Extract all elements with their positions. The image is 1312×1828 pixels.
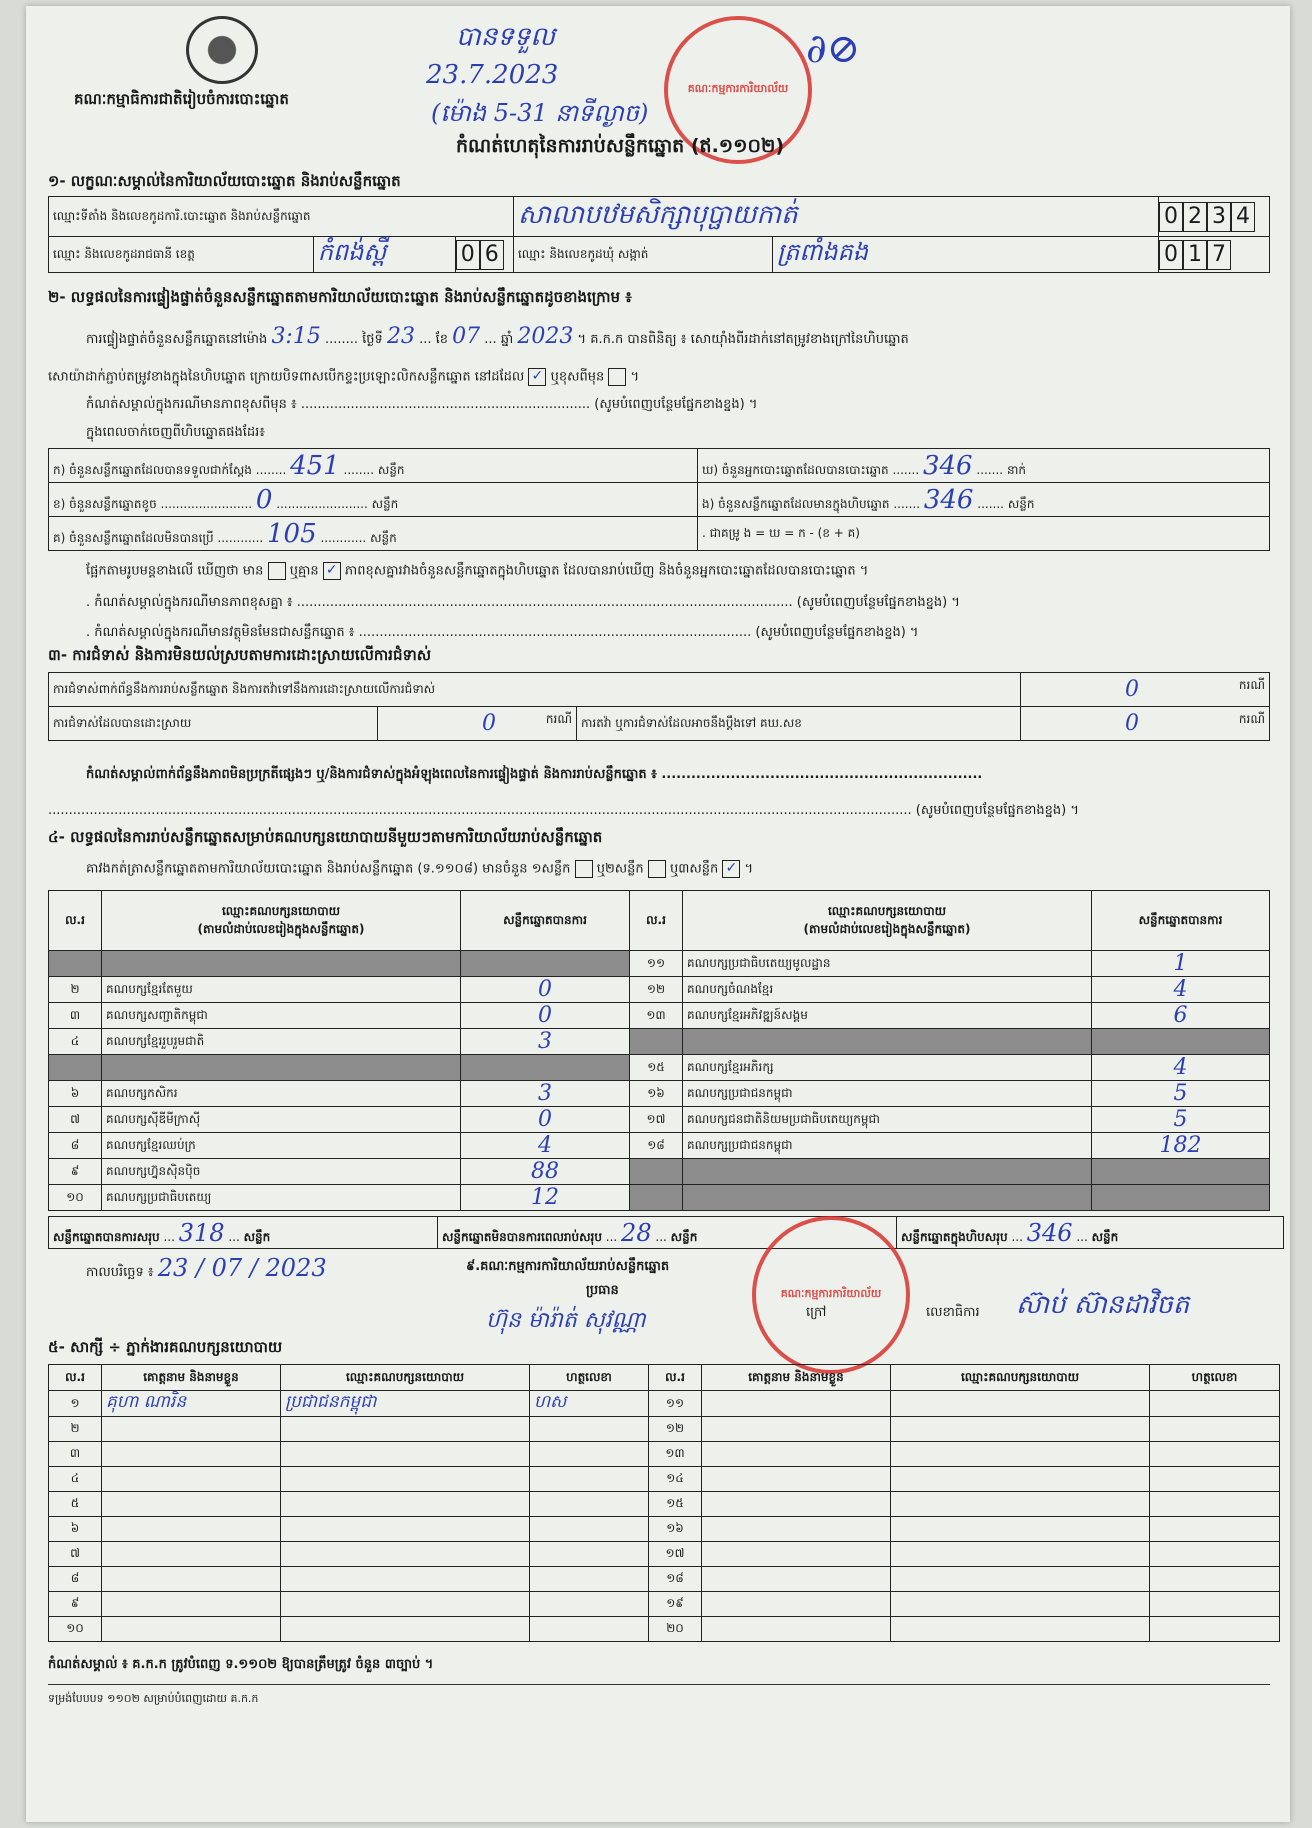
party-name-left: គណបក្សស៊ីឌីមីក្រាស៊ី	[102, 1107, 461, 1133]
party-no-left	[49, 951, 102, 977]
sec1-table	[48, 196, 1270, 273]
witness-name	[102, 1592, 281, 1617]
party-votes-right: 4	[1092, 977, 1270, 1003]
party-votes-left: 4	[461, 1133, 630, 1159]
witness-signature-right	[1150, 1492, 1280, 1517]
witness-signature: ហស	[530, 1391, 649, 1417]
form-title: កំណត់ហេតុនៃការរាប់សន្លឹកឆ្នោត (ឥ.១១០២)	[456, 135, 785, 157]
witness-no-right: ១៨	[649, 1567, 702, 1592]
sec1-row1-code: 0 2 3 4	[1159, 197, 1270, 237]
witness-party-right	[891, 1542, 1150, 1567]
witness-name-right	[702, 1417, 891, 1442]
party-name-left: គណបក្សសញ្ជាតិកម្ពុជា	[102, 1003, 461, 1029]
objection-row2b-value: 0 ករណី	[1021, 707, 1270, 741]
witness-party	[281, 1467, 530, 1492]
witness-name-right	[702, 1442, 891, 1467]
witness-no: ៤	[49, 1467, 102, 1492]
table-row	[49, 1029, 1270, 1055]
witness-signature	[530, 1492, 649, 1517]
witness-no: ៧	[49, 1542, 102, 1567]
sec2-heading: ២- លទ្ធផលនៃការផ្ទៀងផ្ទាត់ចំនួនសន្លឹកឆ្នោតតាមការិយាល័យបោះឆ្នោត និងរាប់សន្លឹកឆ្នោតដូចខាងក្រោម ៖	[48, 288, 632, 306]
party-name-left: គណបក្សប្រជាធិបតេយ្យ	[102, 1185, 461, 1211]
party-no-right	[630, 1185, 683, 1211]
sec2-line4: ក្នុងពេលចាក់ចេញពីហិបឆ្នោតផងដែរ៖	[86, 425, 266, 440]
party-no-left: ២	[49, 977, 102, 1003]
party-name-right: គណបក្សខ្មែរអភិវឌ្ឍន៍សង្គម	[683, 1003, 1092, 1029]
witness-no: ១	[49, 1391, 102, 1417]
witness-party	[281, 1492, 530, 1517]
party-votes-right: 5	[1092, 1081, 1270, 1107]
party-no-right: ១៥	[630, 1055, 683, 1081]
table-row	[49, 1391, 1280, 1417]
sec2-note2: . កំណត់សម្គាល់ក្នុងករណីមានវត្ថុមិនមែនជាសន្លឹកឆ្នោត ៖ ............................................................................................... (សូមបំពេញបន្ថែមផ្នែកខាងខ្នង) ។	[86, 625, 919, 640]
objection-row1: ការជំទាស់ពាក់ព័ន្ធនឹងការរាប់សន្លឹកឆ្នោត និងការតវ៉ាទៅនឹងការដោះស្រាយលើការជំទាស់	[49, 673, 1021, 707]
party-votes-left	[461, 1055, 630, 1081]
table-row	[49, 977, 1270, 1003]
party-name-left: គណបក្សកសិករ	[102, 1081, 461, 1107]
witness-name-right	[702, 1567, 891, 1592]
witness-no: ២	[49, 1417, 102, 1442]
witness-party	[281, 1417, 530, 1442]
sec1-row2-label: ឈ្មោះ និងលេខកូដរាជធានី ខេត្ត	[49, 237, 314, 273]
party-no-right: ១៨	[630, 1133, 683, 1159]
party-votes-left: 0	[461, 977, 630, 1003]
party-name-right: គណបក្សប្រជាធិបតេយ្យមូលដ្ឋាន	[683, 951, 1092, 977]
party-votes-right: 4	[1092, 1055, 1270, 1081]
witness-name-right	[702, 1492, 891, 1517]
party-name-left: គណបក្សខ្មែរតែមួយ	[102, 977, 461, 1003]
sec1-row2-code: 0 6	[455, 237, 513, 273]
party-name-left: គណបក្សហ្វ៊ុនស៊ិនប៉ិច	[102, 1159, 461, 1185]
witness-party	[281, 1442, 530, 1467]
secretary-signature: ស៊ាប់ ស៊ានដាវិចត	[1016, 1290, 1190, 1320]
table-row	[49, 1442, 1280, 1467]
witness-name	[102, 1492, 281, 1517]
results-table	[48, 890, 1270, 1211]
table-row	[49, 1567, 1280, 1592]
table-row	[49, 1107, 1270, 1133]
witness-signature-right	[1150, 1467, 1280, 1492]
sec2-line3: កំណត់សម្គាល់ក្នុងករណីមានភាពខុសពីមុន ៖ ...................................................................... (សូមបំពេញបន្ថែមផ្នែកខាងខ្នង) ។	[86, 397, 758, 412]
witness-signature-right	[1150, 1542, 1280, 1567]
witness-name-right	[702, 1517, 891, 1542]
party-no-left: ៤	[49, 1029, 102, 1055]
objection-row1-value: 0 ករណី	[1021, 673, 1270, 707]
sec3-heading: ៣- ការជំទាស់ និងការមិនយល់ស្របតាមការដោះស្រាយលើការជំទាស់	[48, 646, 432, 664]
witness-party	[281, 1542, 530, 1567]
witness-no: ៣	[49, 1442, 102, 1467]
witness-no-right: ១៤	[649, 1467, 702, 1492]
totals-table	[48, 1216, 1284, 1249]
party-votes-left: 12	[461, 1185, 630, 1211]
witness-party-right	[891, 1442, 1150, 1467]
same-checkbox[interactable]: ✓	[528, 368, 546, 386]
party-no-right: ១៣	[630, 1003, 683, 1029]
witness-name-right	[702, 1391, 891, 1417]
table-row	[49, 1592, 1280, 1617]
table-row	[49, 1133, 1270, 1159]
witness-name	[102, 1542, 281, 1567]
objection-row2: ការជំទាស់ដែលបានដោះស្រាយ	[49, 707, 378, 741]
witness-col-sig-r: ហត្ថលេខា	[1150, 1365, 1280, 1391]
table-row	[49, 1185, 1270, 1211]
witness-no-right: ១១	[649, 1391, 702, 1417]
party-no-right	[630, 1029, 683, 1055]
party-votes-left: 0	[461, 1003, 630, 1029]
nec-logo	[186, 16, 258, 84]
col-party-right: ឈ្មោះគណបក្សនយោបាយ (តាមលំដាប់លេខរៀងក្នុងសន្លឹកឆ្នោត)	[683, 891, 1092, 951]
witness-signature-right	[1150, 1617, 1280, 1642]
party-votes-right: 6	[1092, 1003, 1270, 1029]
table-row	[49, 1492, 1280, 1517]
col-votes-left: សន្លឹកឆ្នោតបានការ	[461, 891, 630, 951]
party-votes-left: 3	[461, 1081, 630, 1107]
witness-col-name-r: គោត្តនាម និងនាមខ្លួន	[702, 1365, 891, 1391]
different-checkbox[interactable]	[608, 368, 626, 386]
party-no-left: ៦	[49, 1081, 102, 1107]
party-name-right: គណបក្សប្រជាជនកម្ពុជា	[683, 1133, 1092, 1159]
witness-signature	[530, 1417, 649, 1442]
table-row	[49, 1417, 1280, 1442]
total-in-box: សន្លឹកឆ្នោតក្នុងហិបសរុប ... 346 ... សន្លឹក	[897, 1217, 1284, 1249]
table-row	[49, 1517, 1280, 1542]
footer-divider	[48, 1684, 1270, 1685]
party-no-right: ១៧	[630, 1107, 683, 1133]
sec1-row2-value: កំពង់ស្ពឺ	[313, 237, 455, 273]
witness-party-right	[891, 1417, 1150, 1442]
party-name-right: គណបក្សប្រជាជនកម្ពុជា	[683, 1081, 1092, 1107]
witness-no: ៦	[49, 1517, 102, 1542]
footer-bottom: ទម្រង់បែបបទ ១១០២ សម្រាប់បំពេញដោយ គ.ក.ក	[48, 1692, 259, 1705]
official-stamp-top: គណៈកម្មការការិយាល័យ	[664, 16, 812, 164]
witness-name	[102, 1442, 281, 1467]
witness-no-right: ១៥	[649, 1492, 702, 1517]
witness-party	[281, 1617, 530, 1642]
witness-no: ១០	[49, 1617, 102, 1642]
sec2-check-line: ផ្អែកតាមរូបមន្តខាងលើ ឃើញថា មាន ឬគ្មាន ✓ ភាពខុសគ្នារវាងចំនួនសន្លឹកឆ្នោតក្នុងហិបឆ្នោត ដែលបានរាប់ឃើញ និងចំនួនអ្នកបោះឆ្នោតដែលបានបោះឆ្នោត ។	[86, 562, 869, 579]
party-name-right	[683, 1185, 1092, 1211]
witness-col-party-r: ឈ្មោះគណបក្សនយោបាយ	[891, 1365, 1150, 1391]
table-row	[49, 1617, 1280, 1642]
table-row	[49, 1003, 1270, 1029]
party-name-left: គណបក្សខ្មែររួបរួមជាតិ	[102, 1029, 461, 1055]
witness-no-right: ១៩	[649, 1592, 702, 1617]
date-line: កាលបរិច្ឆេទ ៖ 23 / 07 / 2023	[86, 1254, 327, 1282]
discrepancy-no-checkbox[interactable]: ✓	[323, 562, 341, 580]
witness-no-right: ១៣	[649, 1442, 702, 1467]
party-name-right: គណបក្សចំណងខ្មែរ	[683, 977, 1092, 1003]
col-party-left: ឈ្មោះគណបក្សនយោបាយ (តាមលំដាប់លេខរៀងក្នុងសន្លឹកឆ្នោត)	[102, 891, 461, 951]
sec3-hint: ................................................................................................................................................................................................................. (សូមបំពេញបន្ថែមផ្នែកខាងខ្នង) ។	[48, 803, 1079, 818]
discrepancy-yes-checkbox[interactable]	[268, 562, 286, 580]
sec2-line2: សោយ៉ាដាក់ភ្ជាប់តម្រូវខាងក្នុងនៃហិបឆ្នោត ក្រោយបិទពាសបើកខ្ទះប្រឡោះលិកសន្លឹកឆ្នោត នៅដដែល ✓ ឬខុសពីមុន ។	[48, 368, 640, 385]
party-name-left	[102, 951, 461, 977]
witness-signature-right	[1150, 1442, 1280, 1467]
col-votes-right: សន្លឹកឆ្នោតបានការ	[1092, 891, 1270, 951]
member-label: ក្រៅ	[806, 1305, 827, 1320]
witness-party-right	[891, 1592, 1150, 1617]
party-no-left: ១០	[49, 1185, 102, 1211]
sec1-heading: ១- លក្ខណៈសម្គាល់នៃការិយាល័យបោះឆ្នោត និងរាប់សន្លឹកឆ្នោត	[48, 172, 401, 190]
witness-col-no-r: ល.រ	[649, 1365, 702, 1391]
witness-no-right: ១៦	[649, 1517, 702, 1542]
sec3-table	[48, 672, 1270, 741]
one-sheet-checkbox[interactable]	[575, 860, 593, 878]
sec5-heading: ៥- សាក្សី ÷ ភ្នាក់ងារគណបក្សនយោបាយ	[48, 1338, 283, 1356]
objection-row2b: ការតវ៉ា ឬការជំទាស់ដែលអាចនឹងប្ដឹងទៅ គឃ.សខ	[577, 707, 1021, 741]
witness-name	[102, 1517, 281, 1542]
count-row-received: ក) ចំនួនសន្លឹកឆ្នោតដែលបានទទួលជាក់ស្តែង ........ 451 ........ សន្លឹក	[49, 449, 698, 483]
witness-party-right	[891, 1492, 1150, 1517]
witness-party-right	[891, 1467, 1150, 1492]
count-row-spoiled: ខ) ចំនួនសន្លឹកឆ្នោតខូច ........................ 0 ........................ សន្លឹក	[49, 483, 698, 517]
party-no-left: ៣	[49, 1003, 102, 1029]
table-row	[49, 1159, 1270, 1185]
party-votes-left	[461, 951, 630, 977]
witness-col-name: គោត្តនាម និងនាមខ្លួន	[102, 1365, 281, 1391]
table-row	[49, 1081, 1270, 1107]
sec2-note1: . កំណត់សម្គាល់ក្នុងករណីមានភាពខុសគ្នា ៖ ........................................................................................................................ (សូមបំពេញបន្ថែមផ្នែកខាងខ្នង) ។	[86, 595, 960, 610]
witness-signature-right	[1150, 1592, 1280, 1617]
party-votes-left: 3	[461, 1029, 630, 1055]
three-sheet-checkbox[interactable]: ✓	[722, 860, 740, 878]
table-row	[49, 1467, 1280, 1492]
secretary-label: លេខាធិការ	[926, 1305, 980, 1320]
witness-party-right	[891, 1517, 1150, 1542]
col-no-left: ល.រ	[49, 891, 102, 951]
party-no-right: ១៦	[630, 1081, 683, 1107]
witness-no: ៥	[49, 1492, 102, 1517]
witness-name	[102, 1467, 281, 1492]
president-signature: ហ៊ុន ម៉ារ៉ាត់ សុវណ្ណា	[486, 1308, 646, 1333]
witness-no-right: ២០	[649, 1617, 702, 1642]
witness-name-right	[702, 1592, 891, 1617]
witness-table	[48, 1364, 1280, 1642]
witness-signature	[530, 1542, 649, 1567]
witness-name-right	[702, 1617, 891, 1642]
table-row	[49, 1542, 1280, 1567]
party-no-left: ៨	[49, 1133, 102, 1159]
party-votes-right: 182	[1092, 1133, 1270, 1159]
party-no-left: ៩	[49, 1159, 102, 1185]
witness-signature	[530, 1442, 649, 1467]
witness-col-party: ឈ្មោះគណបក្សនយោបាយ	[281, 1365, 530, 1391]
witness-name	[102, 1617, 281, 1642]
witness-no-right: ១២	[649, 1417, 702, 1442]
witness-signature	[530, 1567, 649, 1592]
party-name-right: គណបក្សជនជាតិនិយមប្រជាធិបតេយ្យកម្ពុជា	[683, 1107, 1092, 1133]
witness-party-right	[891, 1391, 1150, 1417]
witness-signature-right	[1150, 1417, 1280, 1442]
party-name-left: គណបក្សខ្មែរឈប់ក្រ	[102, 1133, 461, 1159]
witness-name: គុហា ណារិន	[102, 1391, 281, 1417]
witness-name-right	[702, 1542, 891, 1567]
party-votes-right: 1	[1092, 951, 1270, 977]
witness-no: ៩	[49, 1592, 102, 1617]
sec1-row2-code-b: 0 1 7	[1159, 237, 1270, 273]
sec4-heading: ៤- លទ្ធផលនៃការរាប់សន្លឹកឆ្នោតសម្រាប់គណបក្សនយោបាយនីមួយៗតាមការិយាល័យរាប់សន្លឹកឆ្នោត	[48, 828, 603, 846]
witness-name	[102, 1567, 281, 1592]
party-votes-right	[1092, 1159, 1270, 1185]
sec3-note: កំណត់សម្គាល់ពាក់ព័ន្ធនឹងភាពមិនប្រក្រតីផ្សេងៗ ឬ/និងការជំទាស់ក្នុងអំឡុងពេលនៃការផ្ទៀងផ្ទាត់ និងការរាប់សន្លឹកឆ្នោត ៖ .................................................................	[86, 767, 983, 782]
sec2-line1: ការផ្ទៀងផ្ទាត់ចំនួនសន្លឹកឆ្នោតនៅម៉ោង 3:15 ........ ថ្ងៃទី 23 ... ខែ 07 ... ឆ្នាំ 2023 ។ គ.ក.ក បានពិនិត្យ ៖ សោយ៉ាំងពីរដាក់នៅតម្រូវខាងក្រៅនៃហិបឆ្នោត	[86, 324, 909, 349]
party-name-right	[683, 1159, 1092, 1185]
party-no-right: ១១	[630, 951, 683, 977]
witness-party: ប្រជាជនកម្ពុជា	[281, 1391, 530, 1417]
hand-date: 23.7.2023	[426, 60, 559, 90]
party-votes-right	[1092, 1185, 1270, 1211]
witness-party	[281, 1592, 530, 1617]
witness-no-right: ១៧	[649, 1542, 702, 1567]
witness-no: ៨	[49, 1567, 102, 1592]
total-valid: សន្លឹកឆ្នោតបានការសរុប ... 318 ... សន្លឹក	[49, 1217, 438, 1249]
count-row-voters: ឃ) ចំនួនអ្នកបោះឆ្នោតដែលបានបោះឆ្នោត ....... 346 ....... នាក់	[698, 449, 1270, 483]
table-row	[49, 951, 1270, 977]
two-sheet-checkbox[interactable]	[648, 860, 666, 878]
witness-party-right	[891, 1617, 1150, 1642]
form-page	[26, 6, 1290, 1822]
party-no-left	[49, 1055, 102, 1081]
hand-received: បានទទួល	[456, 22, 556, 52]
witness-signature	[530, 1617, 649, 1642]
count-row-in-box: ង) ចំនួនសន្លឹកឆ្នោតដែលមានក្នុងហិបឆ្នោត ....... 346 ....... សន្លឹក	[698, 483, 1270, 517]
objection-row2-value: 0 ករណី	[378, 707, 577, 741]
witness-party	[281, 1517, 530, 1542]
sec1-row1-value: សាលាបឋមសិក្សាបុប្ផាយកាត់	[514, 197, 1159, 237]
sec1-row2-label-b: ឈ្មោះ និងលេខកូដឃុំ សង្កាត់	[514, 237, 773, 273]
party-name-left	[102, 1055, 461, 1081]
committee-title: ៩.គណៈកម្មការការិយាល័យរាប់សន្លឹកឆ្នោត	[466, 1259, 670, 1274]
sec1-row1-label: ឈ្មោះទីតាំង និងលេខកូដការិ.បោះឆ្នោត និងរាប់សន្លឹកឆ្នោត	[49, 197, 514, 237]
witness-signature	[530, 1517, 649, 1542]
witness-col-no: ល.រ	[49, 1365, 102, 1391]
sec4-sub: គាវងកត់ត្រាសន្លឹកឆ្នោតតាមការិយាល័យបោះឆ្នោត និងរាប់សន្លឹកឆ្នោត (ទ.១១០៨) មានចំនួន ១សន្លឹក ឬ២សន្លឹក ឬ៣សន្លឹក ✓ ។	[86, 860, 754, 877]
signature-top: ∂⊘	[806, 26, 861, 72]
party-no-right: ១២	[630, 977, 683, 1003]
witness-signature-right	[1150, 1567, 1280, 1592]
witness-name	[102, 1417, 281, 1442]
org-name: គណៈកម្មាធិការជាតិរៀបចំការបោះឆ្នោត	[74, 90, 289, 108]
witness-signature-right	[1150, 1517, 1280, 1542]
party-votes-left: 0	[461, 1107, 630, 1133]
president-label: ប្រធាន	[586, 1283, 619, 1298]
count-row-unused: គ) ចំនួនសន្លឹកឆ្នោតដែលមិនបានប្រើ ............ 105 ............ សន្លឹក	[49, 517, 698, 551]
party-votes-left: 88	[461, 1159, 630, 1185]
party-no-left: ៧	[49, 1107, 102, 1133]
party-votes-right	[1092, 1029, 1270, 1055]
party-name-right: គណបក្សខ្មែរអភិរក្ស	[683, 1055, 1092, 1081]
count-row-formula: . ជាគម្រូ ង = ឃ = ក - (ខ + គ)	[698, 517, 1270, 551]
official-stamp-bottom: គណៈកម្មការការិយាល័យ	[752, 1216, 910, 1374]
party-votes-right: 5	[1092, 1107, 1270, 1133]
sec1-row2-value-b: ត្រពាំងគង	[773, 237, 1159, 273]
col-no-right: ល.រ	[630, 891, 683, 951]
witness-signature	[530, 1592, 649, 1617]
witness-party-right	[891, 1567, 1150, 1592]
footer-note: កំណត់សម្គាល់ ៖ គ.ក.ក ត្រូវបំពេញ ទ.១១០២ ឱ្យបានត្រឹមត្រូវ ចំនួន ៣ច្បាប់ ។	[48, 1657, 434, 1672]
total-invalid: សន្លឹកឆ្នោតមិនបានការពេលរាប់សរុប ... 28 ... សន្លឹក	[438, 1217, 897, 1249]
sec2-count-table	[48, 448, 1270, 551]
party-name-right	[683, 1029, 1092, 1055]
witness-party	[281, 1567, 530, 1592]
witness-name-right	[702, 1467, 891, 1492]
witness-col-sig: ហត្ថលេខា	[530, 1365, 649, 1391]
table-row	[49, 1055, 1270, 1081]
party-no-right	[630, 1159, 683, 1185]
witness-signature	[530, 1467, 649, 1492]
hand-time: (ម៉ោង 5-31 នាទីល្ងាច)	[431, 99, 649, 127]
witness-signature-right	[1150, 1391, 1280, 1417]
